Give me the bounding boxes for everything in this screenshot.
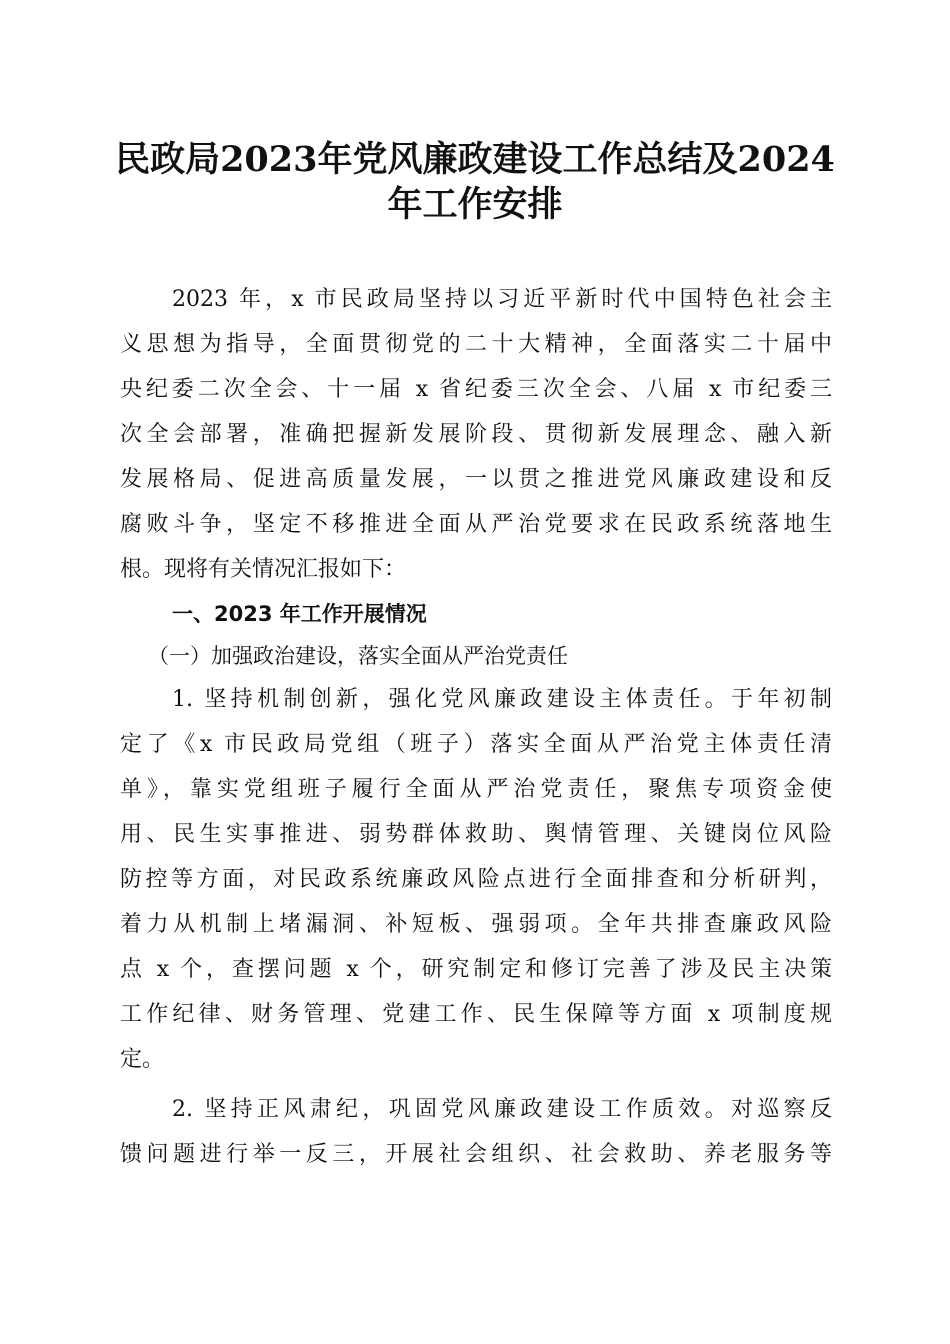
text-line: 义思想为指导，全面贯彻党的二十大精神，全面落实二十届中: [120, 332, 832, 357]
text-line: 次全会部署，准确把握新发展阶段、贯彻新发展理念、融入新: [120, 422, 832, 447]
text-line: 央纪委二次全会、十一届 x 省纪委三次全会、八届 x 市纪委三: [120, 377, 832, 402]
title-line: 民政局2023年党风廉政建设工作总结及2024: [115, 139, 835, 180]
text-line: 用、民生实事推进、弱势群体救助、舆情管理、关键岗位风险: [120, 822, 832, 847]
text-line: 2. 坚持正风肃纪，巩固党风廉政建设工作质效。对巡察反: [172, 1097, 832, 1122]
section-heading: 一、2023 年工作开展情况: [172, 602, 427, 626]
text-line: 定。: [120, 1047, 165, 1072]
text-line: 1. 坚持机制创新，强化党风廉政建设主体责任。于年初制: [172, 687, 832, 712]
intro-paragraph: [120, 277, 832, 592]
document-title: [100, 137, 850, 227]
text-line: 定了《x 市民政局党组（班子）落实全面从严治党主体责任清: [120, 732, 832, 757]
text-line: 腐败斗争，坚定不移推进全面从严治党要求在民政系统落地生: [120, 512, 832, 537]
text-line: 2023 年，x 市民政局坚持以习近平新时代中国特色社会主: [172, 287, 832, 312]
item-2-paragraph: [120, 1087, 832, 1177]
text-line: 单》，靠实党组班子履行全面从严治党责任，聚焦专项资金使: [120, 777, 832, 802]
text-line: 点 x 个，查摆问题 x 个，研究制定和修订完善了涉及民主决策: [120, 957, 832, 982]
title-line: 年工作安排: [387, 184, 563, 225]
text-line: 着力从机制上堵漏洞、补短板、强弱项。全年共排查廉政风险: [120, 912, 832, 937]
text-line: 防控等方面，对民政系统廉政风险点进行全面排查和分析研判，: [120, 867, 832, 892]
text-line: 根。现将有关情况汇报如下：: [120, 557, 407, 582]
subsection-heading: （一）加强政治建设，落实全面从严治党责任: [148, 644, 568, 668]
text-line: 发展格局、促进高质量发展，一以贯之推进党风廉政建设和反: [120, 467, 832, 492]
item-1-paragraph: [120, 677, 832, 1082]
text-line: 馈问题进行举一反三，开展社会组织、社会救助、养老服务等: [120, 1142, 832, 1167]
text-line: 工作纪律、财务管理、党建工作、民生保障等方面 x 项制度规: [120, 1002, 832, 1027]
